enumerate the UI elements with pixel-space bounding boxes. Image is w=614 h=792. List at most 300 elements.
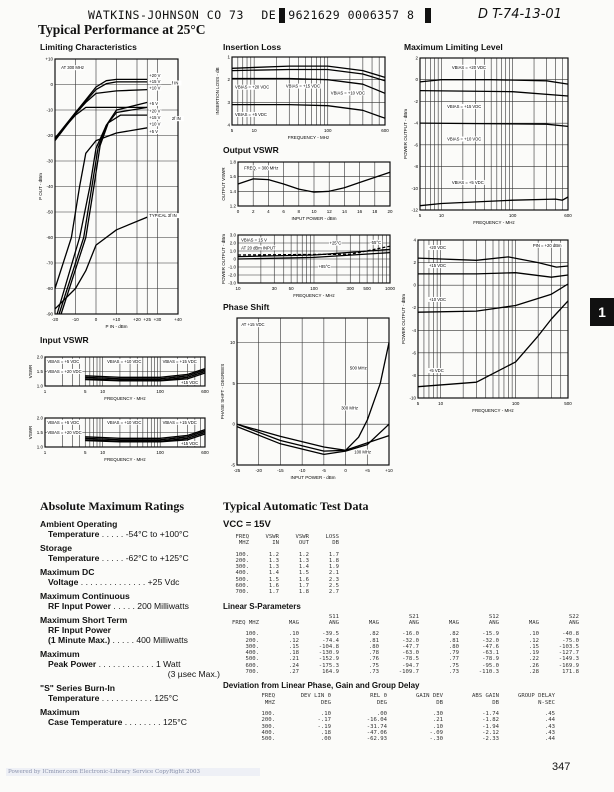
x-axis-label: FREQUENCY - MHz — [104, 396, 146, 401]
table-cell: 300. — [261, 723, 275, 730]
handwritten-note: D T-74-13-01 — [478, 7, 562, 22]
rating-item — [40, 683, 220, 703]
rating-label: Voltage — [48, 577, 79, 587]
annotation-label: +25°C — [329, 240, 342, 246]
rating-line — [40, 601, 220, 611]
table-cell: .78 — [368, 650, 379, 657]
table-cell: -.30 — [429, 736, 443, 743]
x-tick-label: 500 — [363, 286, 371, 291]
rating-dots: . . . . . . . . . . . . — [96, 659, 156, 669]
x-tick-label: 600 — [381, 128, 389, 133]
table-cell: 300. — [245, 643, 259, 650]
column-header: IN — [272, 540, 279, 547]
y-axis-label: POWER OUTPUT - dBm — [403, 109, 408, 159]
rating-item — [40, 707, 220, 727]
annotation-label: VBIAS = +20 VDC — [235, 84, 270, 90]
column-header: DB — [492, 699, 499, 706]
table-cell: .10 — [288, 631, 299, 638]
column-header: DB — [332, 540, 339, 547]
annotation-label: VBIAS = +15 VDC — [447, 103, 482, 109]
table-header-row — [223, 620, 583, 626]
rating-heading-2: RF Input Power — [48, 625, 112, 635]
series-line — [55, 107, 147, 138]
table-cell: .26 — [528, 662, 539, 669]
table-cell: 1.8 — [328, 557, 339, 564]
table-cell: .80 — [368, 643, 379, 650]
table-cell: -63.1 — [482, 650, 499, 657]
annotation-label: AT 300 MHz — [61, 65, 85, 71]
x-tick-label: 10 — [235, 286, 241, 291]
rating-item — [40, 615, 220, 645]
table-cell: -.19 — [317, 723, 331, 730]
rating-value: 125°C — [162, 717, 187, 727]
y-tick-label: -80 — [46, 286, 53, 291]
table-row — [223, 736, 559, 742]
black-mark — [425, 8, 431, 23]
series-line — [55, 79, 147, 138]
table-cell: -75.0 — [562, 637, 579, 644]
table-cell: 2.1 — [328, 570, 339, 577]
table-cell: .44 — [544, 717, 555, 724]
annotation-label: VBIAS = +5 VDC — [47, 419, 80, 425]
chart-title-limiting: Limiting Characteristics — [40, 42, 137, 52]
annotation-label: 2f IN — [171, 116, 181, 122]
rating-heading: Maximum Continuous — [40, 591, 130, 601]
annotation-label: VBIAS = +20 VDC — [47, 429, 82, 435]
column-header: ANG — [568, 619, 579, 626]
chart-title-output_vswr: Output VSWR — [223, 145, 279, 155]
table-cell: 1.5 — [268, 576, 279, 583]
rating-line — [40, 717, 220, 727]
table-cell: 400. — [261, 729, 275, 736]
annotation-label: +10 V — [149, 121, 161, 127]
series-line — [57, 102, 147, 314]
x-tick-label: 0 — [236, 209, 240, 214]
y-axis-label: PHASE SHIFT - DEGREES — [220, 363, 225, 420]
x-tick-label: 2 — [251, 209, 255, 214]
table-cell: -16.04 — [366, 717, 387, 724]
x-axis-label: P IN - dBm — [105, 324, 128, 329]
y-tick-label: 3.0 — [229, 232, 236, 238]
rating-item — [40, 567, 220, 587]
y-tick-label: -1.0 — [228, 264, 236, 270]
y-tick-label: -70 — [46, 260, 53, 266]
chart-title-phase: Phase Shift — [223, 302, 270, 312]
rating-item — [40, 543, 220, 563]
rating-item — [40, 649, 220, 679]
table-cell: -.17 — [317, 717, 331, 724]
x-tick-label: 5 — [83, 450, 87, 455]
section-tab[interactable]: 1 — [590, 298, 614, 326]
annotation-label: -55°C — [370, 239, 382, 245]
annotation-label: VBIAS = +20 VDC — [451, 64, 487, 70]
table-cell: .12 — [288, 637, 299, 644]
y-tick-label: 2 — [413, 260, 416, 266]
x-tick-label: -10 — [72, 317, 79, 322]
x-tick-label: 600 — [201, 450, 209, 455]
table-cell: -1.94 — [482, 723, 499, 730]
annotation-label: VBIAS = 15 V — [241, 237, 267, 243]
table-cell: 2.7 — [328, 589, 339, 596]
table-cell: .00 — [320, 736, 331, 743]
sparams-table — [223, 614, 583, 676]
x-tick-label: 8 — [297, 209, 301, 214]
table-cell: 200. — [235, 557, 249, 564]
table-cell: -39.5 — [322, 631, 339, 638]
absolute-maximum-ratings — [40, 499, 220, 731]
table-cell: .81 — [368, 637, 379, 644]
input-vswr-title: Input VSWR — [40, 335, 89, 345]
table-cell: -94.7 — [402, 662, 419, 669]
table-cell: 2.5 — [328, 583, 339, 590]
rating-line — [40, 553, 220, 563]
y-tick-label: -6 — [413, 142, 418, 148]
column-header: FREQ MHZ — [232, 619, 259, 626]
x-tick-label: 0 — [94, 317, 98, 322]
table-cell: 700. — [245, 669, 259, 676]
page-number: 347 — [552, 761, 571, 773]
x-tick-label: 600 — [201, 389, 209, 394]
annotation-label: VBIAS = +5 VDC — [235, 111, 267, 117]
y-tick-label: -10 — [409, 395, 416, 401]
rating-dots: . . . . . — [110, 635, 137, 645]
table-cell: .43 — [544, 729, 555, 736]
x-axis-label: FREQUENCY - MHz — [473, 220, 515, 225]
y-tick-label: 0 — [50, 82, 53, 87]
rating-dots: . . . . . — [111, 601, 138, 611]
table-cell: 500. — [261, 736, 275, 743]
doc-code: 9621629 0006357 8 — [288, 8, 415, 22]
table-cell: -110.3 — [478, 669, 499, 676]
rating-dots: . . . . . — [99, 529, 126, 539]
table-cell: -1.82 — [482, 717, 499, 724]
rating-item — [40, 519, 220, 539]
table-cell: -2.33 — [482, 736, 499, 743]
y-tick-label: -2 — [413, 98, 418, 104]
series-line — [232, 66, 385, 77]
column-header: REL 0 — [370, 693, 387, 700]
rating-note: (3 µsec Max.) — [167, 669, 220, 679]
sparams-title: Linear S-Parameters — [223, 601, 301, 611]
table-cell: .82 — [368, 631, 379, 638]
table-cell: 500. — [245, 656, 259, 663]
abs-max-title: Absolute Maximum Ratings — [40, 499, 185, 513]
table-cell: .73 — [368, 669, 379, 676]
table-cell: .79 — [448, 650, 459, 657]
table-row — [223, 669, 583, 675]
x-tick-label: +10 — [385, 468, 393, 473]
x-tick-label: 10 — [438, 213, 444, 218]
y-tick-label: -4 — [413, 120, 418, 126]
x-tick-label: -25 — [233, 468, 241, 473]
table-cell: .21 — [288, 656, 299, 663]
table-cell: .18 — [320, 729, 331, 736]
table-cell: -47.6 — [482, 643, 499, 650]
annotation-label: +15 VDC — [428, 263, 447, 269]
annotation-label: +15 V — [149, 114, 161, 120]
rating-value: -54°C to +100°C — [125, 529, 189, 539]
table-cell: 600. — [245, 662, 259, 669]
rating-value: -62°C to +125°C — [125, 553, 189, 563]
annotation-label: VBIAS = +5 VDC — [47, 358, 80, 364]
annotation-label: 300 MHz — [341, 405, 358, 411]
rating-dots: . . . . . . . . . . . — [99, 693, 155, 703]
table-cell: 1.7 — [328, 551, 339, 558]
y-tick-label: 1.0 — [229, 248, 236, 254]
x-axis-label: FREQUENCY - MHz — [293, 293, 335, 298]
y-axis-label: INSERTION LOSS - dB — [215, 67, 220, 115]
table-cell: -32.0 — [402, 637, 419, 644]
table-cell: .43 — [544, 723, 555, 730]
x-tick-label: 10 — [311, 209, 317, 214]
x-tick-label: +30 — [153, 317, 162, 322]
x-tick-label: 100 — [508, 213, 517, 218]
table-cell: -40.8 — [562, 631, 579, 638]
table-cell: .18 — [288, 650, 299, 657]
table-cell: .00 — [376, 710, 387, 717]
column-header: MAG — [448, 619, 459, 626]
deviation-table — [223, 693, 559, 742]
annotation-label: +5 VDC — [428, 368, 444, 374]
x-tick-label: 6 — [282, 209, 285, 214]
column-header: N-SEC — [538, 699, 555, 706]
table-cell: 300. — [235, 564, 249, 571]
table-cell: -32.0 — [482, 637, 499, 644]
x-tick-label: +5 — [364, 468, 370, 473]
basic-test-table — [223, 534, 343, 596]
y-tick-label: -2.0 — [228, 272, 236, 278]
table-cell: .10 — [528, 631, 539, 638]
series-line — [420, 123, 568, 126]
x-tick-label: 100 — [511, 401, 520, 406]
column-header: GAIN DEV — [416, 693, 443, 700]
annotation-label: VBIAS = +5 VDC — [451, 179, 484, 185]
chart-title-maxlim: Maximum Limiting Level — [404, 42, 503, 52]
y-tick-label: -12 — [411, 207, 418, 213]
x-axis-label: FREQUENCY - MHz — [287, 135, 330, 140]
table-cell: 400. — [235, 570, 249, 577]
x-tick-label: 20 — [387, 209, 393, 214]
y-tick-label: -8 — [413, 164, 418, 170]
vcc-label: VCC = 15V — [223, 519, 271, 530]
y-tick-label: -4 — [411, 327, 416, 333]
annotation-label: PIN = +20 dBm — [532, 242, 562, 248]
annotation-label: +15 VDC — [181, 379, 199, 385]
column-header: DEG — [320, 699, 331, 706]
y-axis-label: P OUT - dBm — [38, 173, 43, 200]
table-cell: 200. — [261, 717, 275, 724]
x-axis-label: INPUT POWER - dBm — [290, 475, 336, 480]
y-tick-label: 1.8 — [229, 159, 236, 165]
series-line — [237, 424, 389, 451]
table-cell: -47.7 — [402, 643, 419, 650]
rating-heading: Ambient Operating — [40, 519, 118, 529]
table-cell: .44 — [544, 736, 555, 743]
document-header-line — [88, 8, 434, 23]
table-cell: 1.6 — [298, 576, 309, 583]
y-tick-label: -8 — [411, 372, 416, 378]
column-header: FREQ — [235, 534, 249, 540]
x-tick-label: 600 — [564, 213, 572, 218]
table-cell: -130.9 — [318, 650, 339, 657]
rating-label: Temperature — [48, 693, 100, 703]
table-cell: -149.3 — [558, 656, 579, 663]
x-tick-label: 500 — [564, 401, 572, 406]
y-tick-label: -10 — [411, 185, 418, 191]
y-tick-label: 1 — [227, 54, 230, 60]
table-cell: .12 — [528, 637, 539, 644]
table-cell: 500. — [235, 576, 249, 583]
annotation-label: VBIAS = +20 VDC — [47, 368, 82, 374]
rating-label: RF Input Power — [48, 601, 112, 611]
y-tick-label: 1.4 — [229, 188, 236, 194]
column-header: MHZ — [238, 540, 249, 547]
annotation-label: 500 MHz — [349, 365, 367, 371]
annotation-label: VBIAS = +10 VDC — [330, 90, 366, 96]
y-tick-label: 10 — [229, 340, 235, 345]
table-cell: -16.0 — [402, 631, 419, 638]
x-tick-label: 5 — [416, 401, 420, 406]
footer-watermark: Powered by ICminer.com Electronic-Library Service CopyRight 2003 — [6, 768, 260, 776]
y-tick-label: -3.0 — [228, 280, 236, 286]
test-data-title: Typical Automatic Test Data — [223, 499, 369, 513]
annotation-label: +15 VDC — [181, 440, 199, 446]
series-line — [55, 128, 147, 289]
annotation-label: +5 V — [149, 100, 159, 106]
column-header: DB — [436, 699, 443, 706]
annotation-label: AT +15 VDC — [241, 322, 265, 328]
x-tick-label: 10 — [100, 389, 106, 394]
x-tick-label: 4 — [267, 209, 270, 214]
table-cell: -104.8 — [318, 643, 339, 650]
rating-value: 400 Milliwatts — [136, 635, 188, 645]
table-header-row — [223, 700, 559, 706]
column-header: DEG — [376, 699, 387, 706]
column-header: ANG — [488, 619, 499, 626]
y-tick-label: -50 — [46, 209, 53, 215]
y-tick-label: 1.0 — [36, 383, 43, 389]
table-cell: 1.3 — [268, 557, 279, 564]
x-tick-label: 300 — [346, 286, 355, 291]
x-tick-label: 16 — [357, 209, 363, 214]
table-cell: .76 — [368, 656, 379, 663]
table-cell: .10 — [320, 710, 331, 717]
table-cell: .77 — [448, 656, 459, 663]
table-cell: 1.7 — [298, 583, 309, 590]
table-header-row — [223, 540, 343, 546]
rating-line — [40, 577, 220, 587]
table-cell: 1.7 — [268, 589, 279, 596]
table-cell: 600. — [235, 583, 249, 590]
x-tick-label: 10 — [100, 450, 106, 455]
annotation-label: VBIAS = +10 VDC — [107, 358, 142, 364]
table-cell: .73 — [448, 669, 459, 676]
annotation-label: +20 VDC — [428, 245, 447, 251]
x-tick-label: 100 — [323, 128, 332, 133]
x-tick-label: 10 — [251, 128, 257, 133]
chart-pin20 — [396, 218, 614, 420]
annotation-label: +20 V — [149, 108, 161, 114]
rating-dots: . . . . . . . . — [122, 717, 163, 727]
rating-value: 125°C — [154, 693, 179, 703]
x-tick-label: 5 — [418, 213, 422, 218]
y-tick-label: 2.0 — [229, 240, 236, 246]
rating-label: Temperature — [48, 553, 100, 563]
annotation-label: +15 V — [149, 79, 161, 85]
table-cell: 164.9 — [322, 669, 339, 676]
x-tick-label: -20 — [51, 317, 59, 322]
annotation-label: VBIAS = +15 VDC — [285, 83, 321, 89]
table-cell: .15 — [528, 643, 539, 650]
x-tick-label: 0 — [344, 468, 347, 473]
column-header: LOSS — [325, 534, 339, 540]
table-cell: .15 — [288, 643, 299, 650]
rating-line — [40, 635, 220, 645]
y-axis-label: OUTPUT VSWR — [221, 167, 226, 201]
column-header: S22 — [568, 613, 579, 620]
annotation-label: VBIAS = +15 VDC — [162, 419, 197, 425]
x-tick-label: -20 — [255, 468, 262, 473]
column-header: GROUP DELAY — [517, 693, 555, 700]
chart-maxlim — [398, 36, 614, 232]
annotation-label: VBIAS = +10 VDC — [447, 136, 482, 142]
x-tick-label: 10 — [438, 401, 444, 406]
column-header: S12 — [488, 613, 499, 620]
annotation-label: AT 20 dBm INPUT — [241, 245, 276, 251]
series-line — [420, 197, 568, 206]
table-cell: 100. — [261, 710, 275, 717]
x-axis-label: FREQUENCY - MHz — [104, 457, 146, 462]
x-tick-label: 100 — [156, 389, 164, 394]
x-tick-label: +20 — [133, 317, 141, 322]
y-tick-label: 0 — [232, 421, 235, 427]
y-tick-label: 1.5 — [36, 369, 43, 374]
y-tick-label: -5 — [230, 462, 235, 468]
rating-label: Peak Power — [48, 659, 97, 669]
table-cell: 171.8 — [562, 669, 579, 676]
table-cell: -152.9 — [318, 656, 339, 663]
table-cell: .22 — [528, 656, 539, 663]
table-cell: .27 — [288, 669, 299, 676]
annotation-label: f IN — [171, 80, 179, 86]
annotation-label: +20 V — [149, 72, 161, 78]
x-tick-label: 100 — [310, 286, 318, 291]
column-header: MHZ — [264, 699, 275, 706]
table-cell: -.09 — [429, 729, 443, 736]
series-line — [61, 115, 147, 314]
page-title: Typical Performance at 25°C — [38, 22, 206, 37]
table-cell: -2.12 — [482, 729, 499, 736]
y-tick-label: 2 — [227, 77, 230, 83]
table-cell: -78.9 — [482, 656, 499, 663]
rating-dots: . . . . . — [99, 553, 126, 563]
y-tick-label: -6 — [411, 350, 416, 356]
x-tick-label: -5 — [321, 468, 326, 473]
table-cell: 1.3 — [268, 564, 279, 571]
x-tick-label: 100 — [156, 450, 164, 455]
rating-heading: Storage — [40, 543, 72, 553]
y-tick-label: -40 — [46, 184, 53, 189]
rating-heading: Maximum — [40, 707, 80, 717]
x-tick-label: +40 — [174, 317, 182, 322]
table-cell: 1.2 — [268, 551, 279, 558]
column-header: VSWR — [295, 534, 309, 540]
x-tick-label: 30 — [271, 286, 277, 291]
rating-value: +25 Vdc — [147, 577, 180, 587]
table-cell: .30 — [432, 710, 443, 717]
rating-item — [40, 591, 220, 611]
x-tick-label: 18 — [372, 209, 378, 214]
